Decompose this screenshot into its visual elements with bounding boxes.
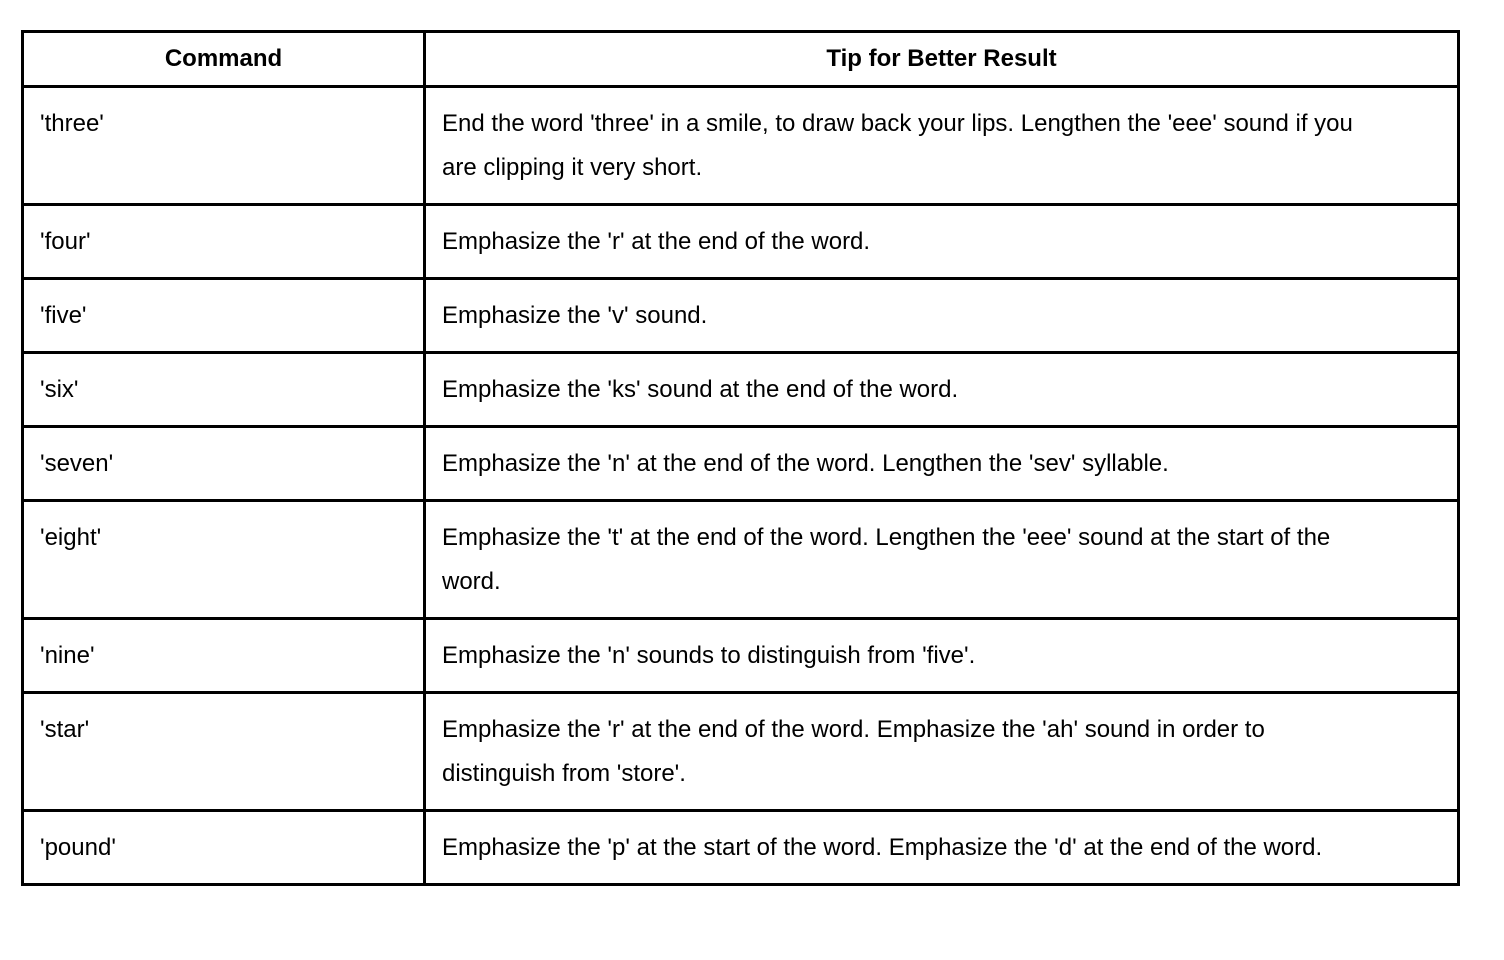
tip-cell: Emphasize the 'r' at the end of the word. Emphasize the 'ah' sound in order to distinguish from 'store'. [425, 693, 1459, 811]
column-header-tip: Tip for Better Result [425, 32, 1459, 87]
table-row [23, 693, 1459, 811]
tip-cell: Emphasize the 't' at the end of the word. Lengthen the 'eee' sound at the start of the word. [425, 501, 1459, 619]
table-row [23, 619, 1459, 693]
table-row [23, 87, 1459, 205]
tip-cell: Emphasize the 'r' at the end of the word. [425, 205, 1459, 279]
tip-cell: Emphasize the 'p' at the start of the word. Emphasize the 'd' at the end of the word. [425, 811, 1459, 885]
command-cell: 'pound' [23, 811, 425, 885]
table-row [23, 811, 1459, 885]
command-cell: 'three' [23, 87, 425, 205]
table-row [23, 353, 1459, 427]
tip-cell: Emphasize the 'n' sounds to distinguish from 'five'. [425, 619, 1459, 693]
command-cell: 'eight' [23, 501, 425, 619]
command-cell: 'four' [23, 205, 425, 279]
tip-cell: Emphasize the 'n' at the end of the word. Lengthen the 'sev' syllable. [425, 427, 1459, 501]
command-cell: 'star' [23, 693, 425, 811]
table-row [23, 279, 1459, 353]
command-cell: 'six' [23, 353, 425, 427]
command-cell: 'five' [23, 279, 425, 353]
tip-cell: Emphasize the 'ks' sound at the end of the word. [425, 353, 1459, 427]
command-cell: 'nine' [23, 619, 425, 693]
table-row [23, 205, 1459, 279]
tip-cell: End the word 'three' in a smile, to draw back your lips. Lengthen the 'eee' sound if you are clipping it very short. [425, 87, 1459, 205]
table-row [23, 427, 1459, 501]
column-header-command: Command [23, 32, 425, 87]
voice-command-tips-table [21, 30, 1460, 886]
table-header-row [23, 32, 1459, 87]
tip-cell: Emphasize the 'v' sound. [425, 279, 1459, 353]
command-cell: 'seven' [23, 427, 425, 501]
table-row [23, 501, 1459, 619]
